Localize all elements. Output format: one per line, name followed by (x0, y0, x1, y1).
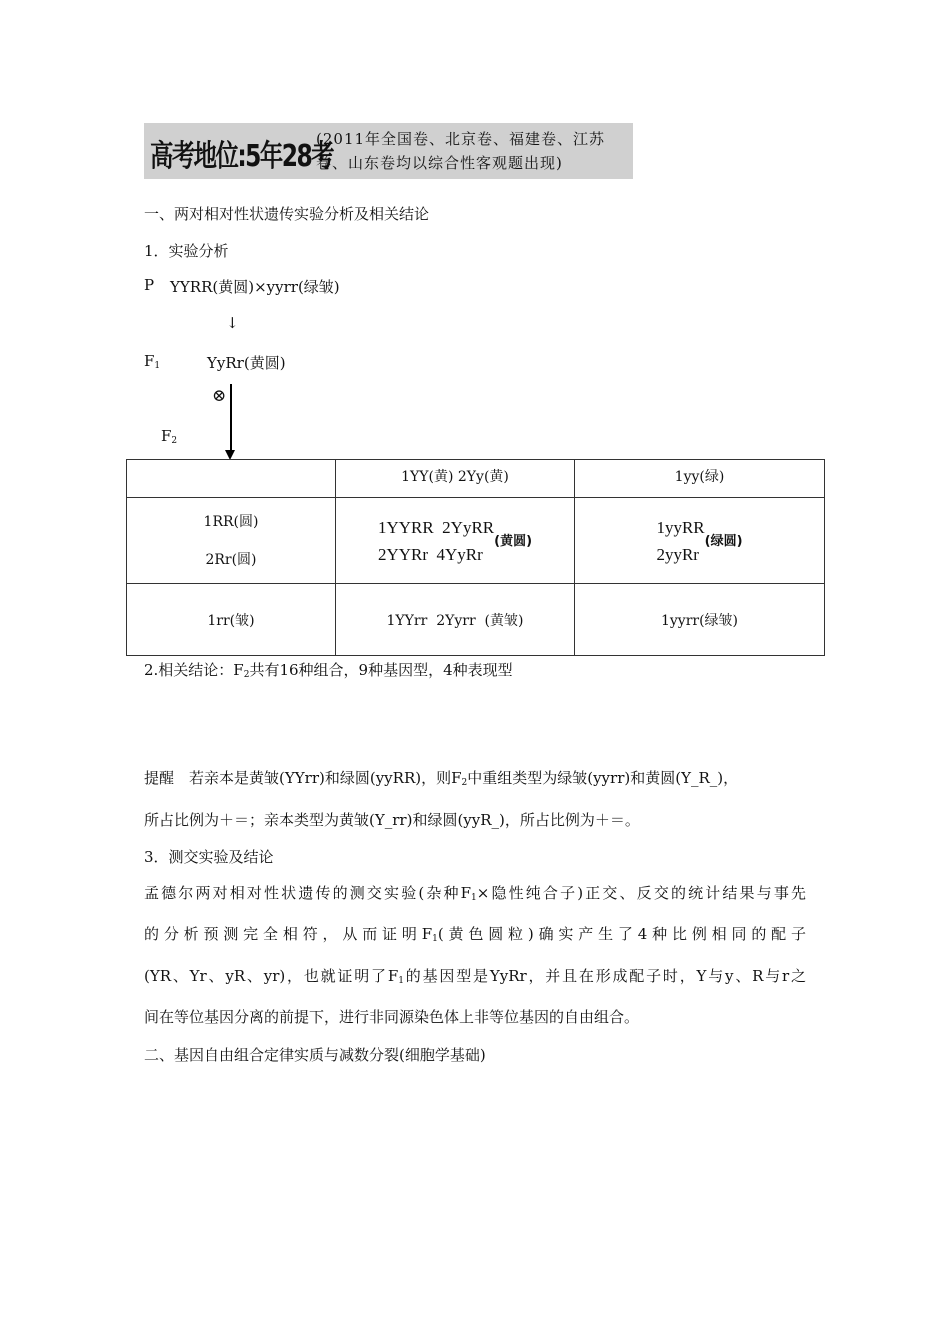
reminder-line-2: 所占比例为＋＝；亲本类型为黄皱(Y_rr)和绿圆(yyR_)，所占比例为＋＝。 (144, 811, 640, 829)
cell-green-round: 1yyRR 2yyRr (绿圆) (575, 498, 825, 584)
banner-note: (2011年全国卷、北京卷、福建卷、江苏卷、山东卷均以综合性客观题出现) (316, 130, 606, 172)
section-heading-1: 一、两对相对性状遗传实验分析及相关结论 (144, 205, 430, 223)
cross-f2-label: $F_2$ (161, 427, 178, 446)
table-header-row (127, 460, 825, 498)
banner-title: 高考地位:5年28考 (150, 139, 334, 174)
reminder-line-1: 提醒 若亲本是黄皱(YYrr)和绿圆(yyRR)，则$F_2$中重组类型为绿皱(yyrr)和黄圆(Y_R_)， (144, 769, 739, 788)
subheading-testcross: 3．测交实验及结论 (144, 848, 274, 866)
testcross-line-4: 间在等位基因分离的前提下，进行非同源染色体上非等位基因的自由组合。 (144, 1008, 640, 1026)
cell-green-wrinkled: 1yyrr(绿皱) (575, 584, 825, 656)
table-row-wrinkled (127, 584, 825, 656)
testcross-line-2: 的分析预测完全相符，从而证明$F_1$(黄色圆粒)确实产生了4种比例相同的配子 (144, 925, 806, 944)
cross-p-text: YYRR(黄圆)×yyrr(绿皱) (170, 278, 340, 296)
f2-genotype-table (126, 459, 825, 656)
cross-f1-label: $F_1$ (144, 352, 161, 371)
cross-f1-text: YyRr(黄圆) (207, 354, 286, 372)
cross-p-label: P (144, 276, 155, 294)
subheading-experiment-analysis: 1．实验分析 (144, 242, 229, 260)
related-conclusion: 2.相关结论：$F_2$共有16种组合，9种基因型，4种表现型 (144, 661, 513, 680)
table-header-green: 1yy(绿) (575, 460, 825, 498)
f2-arrow-line (230, 384, 232, 454)
cell-yellow-wrinkled: 1YYrr 2Yyrr (黄皱) (336, 584, 575, 656)
topic-banner (144, 123, 633, 179)
section-heading-2: 二、基因自由组合定律实质与减数分裂(细胞学基础) (144, 1046, 486, 1064)
self-cross-icon: ⊗ (212, 386, 227, 406)
table-corner-cell (127, 460, 336, 498)
table-row-round (127, 498, 825, 584)
cell-yellow-round: 1YYRR 2YyRR 2YYRr 4YyRr (黄圆) (336, 498, 575, 584)
table-header-yellow: 1YY(黄) 2Yy(黄) (336, 460, 575, 498)
row-label-wrinkled: 1rr(皱) (127, 584, 336, 656)
testcross-line-1: 孟德尔两对相对性状遗传的测交实验(杂种$F_1\times$隐性纯合子)正交、反交的统计结果与事先 (144, 884, 806, 903)
testcross-line-3: (YR、Yr、yR、yr)，也就证明了$F_1$的基因型是YyRr，并且在形成配子时，Y与y、R与r之 (144, 967, 807, 986)
down-arrow-icon: ↓ (226, 314, 239, 332)
row-label-round: 1RR(圆) 2Rr(圆) (127, 498, 336, 584)
